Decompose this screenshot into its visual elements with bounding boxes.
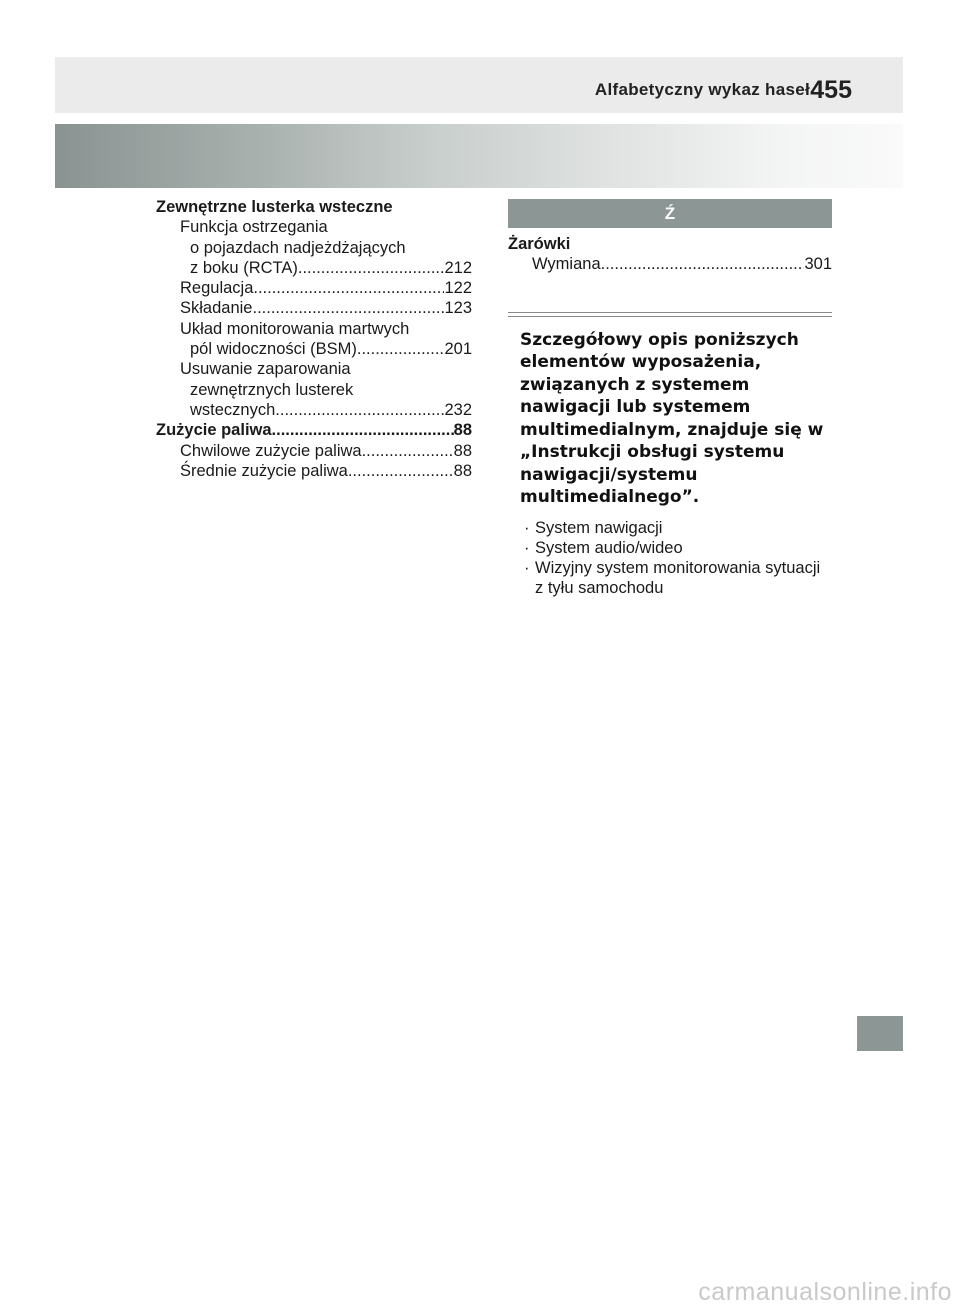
index-column-left bbox=[156, 197, 472, 481]
index-entry: Usuwanie zaparowania bbox=[180, 360, 351, 379]
page-ref: 301 bbox=[804, 255, 832, 274]
watermark: carmanualsonline.info bbox=[698, 1278, 952, 1306]
list-item: · Wizyjny system monitorowania sytuacji z tyłu samochodu bbox=[524, 558, 832, 599]
page-ref: 201 bbox=[444, 340, 472, 359]
section-title: Alfabetyczny wykaz haseł bbox=[594, 80, 810, 99]
list-item: · System nawigacji bbox=[524, 518, 832, 538]
index-entry: pól widoczności (BSM) ..... 201 bbox=[156, 339, 472, 359]
index-entry: Zużycie paliwa ..... 88 bbox=[156, 420, 472, 440]
index-entry: z boku (RCTA) ..... 212 bbox=[156, 258, 472, 278]
bullet-list bbox=[524, 518, 832, 599]
letter-heading-bar: Ź bbox=[508, 199, 832, 228]
info-note: Szczegółowy opis poniższych elementów wyposażenia, związanych z systemem nawigacji lub systemem multimedialnym, znajduje się w „Instrukcji obsługi systemu nawigacji/systemu multimedialnego”. bbox=[520, 329, 824, 508]
index-entry: Funkcja ostrzegania bbox=[180, 218, 328, 237]
index-entry: wstecznych ..... 232 bbox=[156, 400, 472, 420]
page-ref: 88 bbox=[453, 441, 472, 460]
leader-dots bbox=[348, 461, 454, 481]
index-entry: Zewnętrzne lusterka wsteczne bbox=[156, 198, 393, 216]
divider bbox=[508, 312, 832, 317]
leader-dots bbox=[272, 420, 454, 440]
index-entry: Żarówki bbox=[508, 235, 571, 253]
index-entry: o pojazdach nadjeżdżających bbox=[190, 238, 406, 257]
index-column-right bbox=[508, 199, 832, 599]
page-number: 455 bbox=[810, 76, 852, 104]
section-side-tab bbox=[857, 1016, 903, 1051]
index-entry: Chwilowe zużycie paliwa ..... 88 bbox=[156, 441, 472, 461]
index-entry: Średnie zużycie paliwa ..... 88 bbox=[156, 461, 472, 481]
page-ref: 232 bbox=[444, 400, 472, 419]
page-ref: 88 bbox=[453, 461, 472, 480]
leader-dots bbox=[298, 258, 445, 278]
page-ref: 122 bbox=[444, 279, 472, 298]
index-entry: Układ monitorowania martwych bbox=[180, 319, 410, 338]
index-entry: Składanie ..... 123 bbox=[156, 298, 472, 318]
decorative-gradient-band bbox=[55, 124, 903, 188]
leader-dots bbox=[601, 254, 805, 274]
index-entry: Regulacja ..... 122 bbox=[156, 278, 472, 298]
page-ref: 212 bbox=[444, 258, 472, 277]
page-ref: 123 bbox=[444, 299, 472, 318]
page-ref: 88 bbox=[453, 421, 472, 440]
index-entry: zewnętrznych lusterek bbox=[190, 380, 354, 399]
leader-dots bbox=[275, 400, 444, 420]
list-item: · System audio/wideo bbox=[524, 538, 832, 558]
leader-dots bbox=[252, 298, 444, 318]
leader-dots bbox=[253, 278, 444, 298]
index-entry: Wymiana ..... 301 bbox=[508, 254, 832, 274]
leader-dots bbox=[357, 339, 445, 359]
leader-dots bbox=[362, 441, 454, 461]
